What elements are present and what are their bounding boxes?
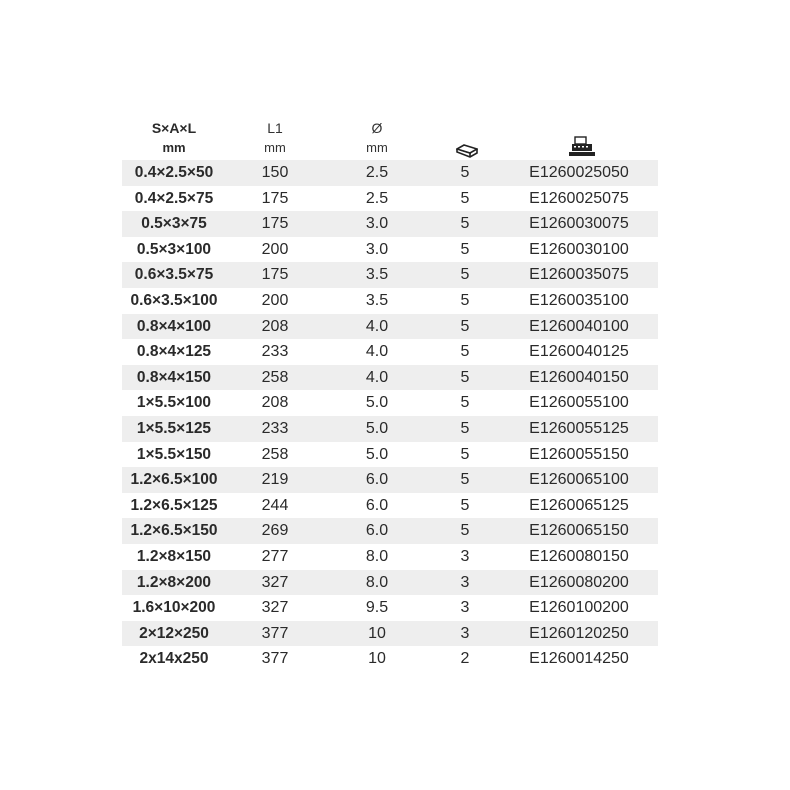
cell-l1: 258 xyxy=(261,445,289,463)
cell-quantity: 5 xyxy=(460,471,470,489)
table-row xyxy=(122,365,658,391)
cell-size: 2x14x250 xyxy=(139,650,209,668)
cell-code: E1260040100 xyxy=(529,317,629,335)
cell-diameter: 5.0 xyxy=(365,445,389,463)
table-row xyxy=(122,339,658,365)
cell-code: E1260040125 xyxy=(529,343,629,361)
cell-l1: 244 xyxy=(261,496,289,514)
cell-size: 0.6×3.5×100 xyxy=(130,291,218,309)
cell-diameter: 2.5 xyxy=(365,164,389,181)
cell-quantity: 5 xyxy=(460,240,470,258)
cell-quantity: 5 xyxy=(460,343,470,361)
cell-quantity: 5 xyxy=(460,419,470,437)
cell-l1: 219 xyxy=(261,471,289,489)
cell-size: 0.5×3×75 xyxy=(141,215,207,233)
header-l1-title: L1 xyxy=(267,120,283,136)
cell-l1: 208 xyxy=(261,394,289,412)
header-diameter xyxy=(324,118,430,158)
cell-quantity: 3 xyxy=(460,547,470,565)
cell-quantity: 5 xyxy=(460,394,470,412)
cell-quantity: 5 xyxy=(460,317,470,335)
cell-l1: 269 xyxy=(261,522,289,540)
cell-l1: 150 xyxy=(261,164,289,181)
header-size-title: S×A×L xyxy=(151,120,197,136)
cell-quantity: 5 xyxy=(460,189,470,207)
cell-l1: 377 xyxy=(261,624,289,642)
cell-quantity: 5 xyxy=(460,445,470,463)
cell-code: E1260055150 xyxy=(529,445,629,463)
cell-diameter: 4.0 xyxy=(365,343,389,361)
cell-code: E1260055100 xyxy=(529,394,629,412)
table-row xyxy=(122,544,658,570)
cell-l1: 175 xyxy=(261,215,289,233)
cell-size: 1.2×6.5×150 xyxy=(130,522,218,540)
cell-l1: 200 xyxy=(261,291,289,309)
cell-diameter: 6.0 xyxy=(365,496,389,514)
cell-code: E1260120250 xyxy=(529,624,629,642)
cell-quantity: 5 xyxy=(460,496,470,514)
cell-code: E1260100200 xyxy=(529,599,629,617)
table-row xyxy=(122,390,658,416)
cell-code: E1260080200 xyxy=(529,573,629,591)
cell-quantity: 5 xyxy=(460,164,470,181)
cell-l1: 327 xyxy=(261,599,289,617)
cell-diameter: 4.0 xyxy=(365,368,389,386)
cell-size: 1×5.5×125 xyxy=(136,419,212,437)
cell-l1: 175 xyxy=(261,189,289,207)
cell-size: 1×5.5×150 xyxy=(136,445,212,463)
cell-l1: 208 xyxy=(261,317,289,335)
cell-size: 1.2×6.5×100 xyxy=(130,471,218,489)
cell-quantity: 5 xyxy=(460,266,470,284)
table-row xyxy=(122,314,658,340)
cell-code: E1260065100 xyxy=(529,471,629,489)
cell-code: E1260030075 xyxy=(529,215,629,233)
table-row xyxy=(122,237,658,263)
cell-code: E1260065125 xyxy=(529,496,629,514)
header-l1 xyxy=(226,118,324,158)
cell-diameter: 5.0 xyxy=(365,419,389,437)
cell-size: 2×12×250 xyxy=(139,624,209,642)
table-row xyxy=(122,646,658,672)
cell-code: E1260030100 xyxy=(529,240,629,258)
cell-quantity: 5 xyxy=(460,291,470,309)
cell-size: 1×5.5×100 xyxy=(136,394,212,412)
cell-size: 0.8×4×150 xyxy=(136,368,212,386)
table-row xyxy=(122,595,658,621)
cell-l1: 377 xyxy=(261,650,289,668)
cell-quantity: 5 xyxy=(460,522,470,540)
table-row xyxy=(122,160,658,186)
cell-code: E1260055125 xyxy=(529,419,629,437)
cell-quantity: 3 xyxy=(460,599,470,617)
table-row xyxy=(122,186,658,212)
cell-quantity: 5 xyxy=(460,368,470,386)
cell-code: E1260035075 xyxy=(529,266,629,284)
product-table xyxy=(122,118,658,672)
cell-size: 0.5×3×100 xyxy=(136,240,212,258)
header-diameter-unit: mm xyxy=(366,140,388,155)
table-row xyxy=(122,570,658,596)
cell-diameter: 4.0 xyxy=(365,317,389,335)
table-row xyxy=(122,442,658,468)
cell-size: 1.6×10×200 xyxy=(132,599,216,617)
cell-diameter: 8.0 xyxy=(365,573,389,591)
table-body xyxy=(122,160,658,672)
cell-quantity: 2 xyxy=(460,650,470,668)
cell-l1: 200 xyxy=(261,240,289,258)
table-row xyxy=(122,211,658,237)
cell-code: E1260025075 xyxy=(529,189,629,207)
cell-size: 0.8×4×125 xyxy=(136,343,212,361)
package-icon xyxy=(456,144,478,158)
cell-diameter: 10 xyxy=(368,650,386,668)
cell-diameter: 3.0 xyxy=(365,240,389,258)
cell-diameter: 8.0 xyxy=(365,547,389,565)
table-header xyxy=(122,118,658,160)
table-row xyxy=(122,288,658,314)
header-size xyxy=(122,118,226,158)
cell-quantity: 3 xyxy=(460,624,470,642)
cell-l1: 258 xyxy=(261,368,289,386)
cell-size: 0.4×2.5×50 xyxy=(134,164,214,181)
header-l1-unit: mm xyxy=(264,140,286,155)
cell-quantity: 5 xyxy=(460,215,470,233)
cell-size: 0.4×2.5×75 xyxy=(134,189,214,207)
cell-size: 1.2×8×150 xyxy=(136,547,212,565)
cell-code: E1260065150 xyxy=(529,522,629,540)
table-row xyxy=(122,621,658,647)
cell-diameter: 5.0 xyxy=(365,394,389,412)
table-row xyxy=(122,518,658,544)
cell-size: 0.8×4×100 xyxy=(136,317,212,335)
cell-quantity: 3 xyxy=(460,573,470,591)
table-row xyxy=(122,416,658,442)
cell-l1: 277 xyxy=(261,547,289,565)
cell-diameter: 10 xyxy=(368,624,386,642)
cell-code: E1260014250 xyxy=(529,650,629,668)
cell-diameter: 3.5 xyxy=(365,291,389,309)
cell-diameter: 3.0 xyxy=(365,215,389,233)
cell-code: E1260025050 xyxy=(529,164,629,181)
cell-l1: 233 xyxy=(261,419,289,437)
header-size-unit: mm xyxy=(162,140,186,155)
cell-code: E1260040150 xyxy=(529,368,629,386)
cell-size: 0.6×3.5×75 xyxy=(134,266,214,284)
header-diameter-title: Ø xyxy=(371,120,383,136)
table-row xyxy=(122,467,658,493)
cell-diameter: 2.5 xyxy=(365,189,389,207)
cell-l1: 327 xyxy=(261,573,289,591)
cell-size: 1.2×6.5×125 xyxy=(130,496,218,514)
cell-l1: 233 xyxy=(261,343,289,361)
cash-register-icon xyxy=(568,136,596,158)
cell-diameter: 3.5 xyxy=(365,266,389,284)
table-row xyxy=(122,493,658,519)
cell-l1: 175 xyxy=(261,266,289,284)
cell-diameter: 6.0 xyxy=(365,522,389,540)
cell-diameter: 9.5 xyxy=(365,599,389,617)
cell-size: 1.2×8×200 xyxy=(136,573,212,591)
table-row xyxy=(122,262,658,288)
cell-code: E1260080150 xyxy=(529,547,629,565)
cell-diameter: 6.0 xyxy=(365,471,389,489)
cell-code: E1260035100 xyxy=(529,291,629,309)
